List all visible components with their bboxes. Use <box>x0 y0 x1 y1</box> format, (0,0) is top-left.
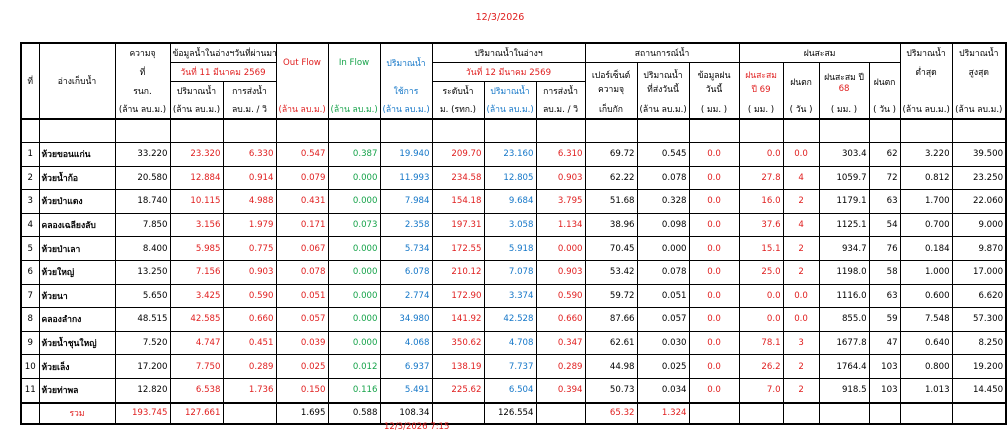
cell-capacity: 7.520 <box>115 331 170 355</box>
cell-no: 3 <box>21 190 39 214</box>
cell-current-volume: 9.684 <box>484 190 536 214</box>
header-current-volume: ปริมาณน้ำ <box>484 82 536 101</box>
cell-current-release: 0.347 <box>536 331 585 355</box>
table-row <box>21 331 1006 355</box>
header-outflow: Out Flow <box>276 43 328 82</box>
header-prev-release: การส่งน้ำ <box>223 82 276 101</box>
header-capacity-2: ที่ <box>115 63 170 82</box>
total-usable: 108.34 <box>380 403 432 424</box>
cell-max: 14.450 <box>952 378 1006 402</box>
cell-outflow: 0.039 <box>276 331 328 355</box>
table-row <box>21 213 1006 237</box>
cell-rain-today: 0.0 <box>689 355 739 379</box>
cell-prev-release: 0.903 <box>223 260 276 284</box>
header-rain-group: ฝนสะสม <box>739 43 900 63</box>
cell-raindays68: 103 <box>869 378 900 402</box>
total-inflow: 0.588 <box>328 403 380 424</box>
cell-rain68: 934.7 <box>819 237 869 261</box>
header-released: ปริมาณน้ำ ที่ส่งวันนี้ <box>637 63 689 101</box>
cell-prev-release: 4.988 <box>223 190 276 214</box>
table-row <box>21 378 1006 402</box>
cell-capacity: 8.400 <box>115 237 170 261</box>
cell-released: 0.051 <box>637 284 689 308</box>
cell-percent: 51.68 <box>585 190 637 214</box>
cell-prev-release: 1.979 <box>223 213 276 237</box>
cell-current-release: 6.310 <box>536 143 585 167</box>
cell-percent: 44.98 <box>585 355 637 379</box>
cell-rain-today: 0.0 <box>689 190 739 214</box>
cell-raindays68: 63 <box>869 190 900 214</box>
cell-released: 0.057 <box>637 308 689 332</box>
header-usable-2: ใช้การ <box>380 82 432 101</box>
cell-max: 22.060 <box>952 190 1006 214</box>
header-min-unit: (ล้าน ลบ.ม.) <box>900 100 952 119</box>
cell-level: 225.62 <box>432 378 484 402</box>
cell-percent: 38.96 <box>585 213 637 237</box>
cell-prev-release: 1.736 <box>223 378 276 402</box>
cell-current-volume: 4.708 <box>484 331 536 355</box>
cell-rain69: 0.0 <box>739 284 783 308</box>
cell-released: 0.030 <box>637 331 689 355</box>
cell-min: 1.000 <box>900 260 952 284</box>
header-rain69-unit: ( มม. ) <box>739 100 783 119</box>
cell-no: 1 <box>21 143 39 167</box>
cell-rain68: 918.5 <box>819 378 869 402</box>
cell-usable: 11.993 <box>380 166 432 190</box>
cell-percent: 70.45 <box>585 237 637 261</box>
cell-raindays69: 0.0 <box>783 143 819 167</box>
cell-current-release: 0.394 <box>536 378 585 402</box>
cell-max: 9.000 <box>952 213 1006 237</box>
cell-level: 209.70 <box>432 143 484 167</box>
header-status-group: สถานการณ์น้ำ <box>585 43 739 63</box>
header-current-volume-unit: (ล้าน ลบ.ม.) <box>484 100 536 119</box>
cell-rain-today: 0.0 <box>689 143 739 167</box>
cell-level: 141.92 <box>432 308 484 332</box>
cell-no: 10 <box>21 355 39 379</box>
cell-rain69: 0.0 <box>739 308 783 332</box>
cell-capacity: 17.200 <box>115 355 170 379</box>
cell-rain69: 26.2 <box>739 355 783 379</box>
cell-no: 5 <box>21 237 39 261</box>
cell-rain68: 1764.4 <box>819 355 869 379</box>
cell-current-volume: 3.058 <box>484 213 536 237</box>
header-rain68: ฝนสะสม ปี 68 <box>819 63 869 101</box>
cell-name: คลองลำกง <box>39 308 115 332</box>
cell-prev-volume: 10.115 <box>170 190 223 214</box>
header-prev-volume: ปริมาณน้ำ <box>170 82 223 101</box>
cell-max: 19.200 <box>952 355 1006 379</box>
cell-prev-volume: 7.156 <box>170 260 223 284</box>
cell-no: 8 <box>21 308 39 332</box>
cell-level: 197.31 <box>432 213 484 237</box>
cell-released: 0.328 <box>637 190 689 214</box>
cell-name: ห้วยท่าพล <box>39 378 115 402</box>
header-prev-date: วันที่ 11 มีนาคม 2569 <box>170 63 276 82</box>
cell-inflow: 0.000 <box>328 284 380 308</box>
cell-current-volume: 42.528 <box>484 308 536 332</box>
total-current-volume: 126.554 <box>484 403 536 424</box>
cell-level: 234.58 <box>432 166 484 190</box>
cell-usable: 4.068 <box>380 331 432 355</box>
header-current-date: วันที่ 12 มีนาคม 2569 <box>432 63 585 82</box>
report-timestamp: 12/3/2026 7:15 <box>384 422 450 432</box>
cell-released: 0.098 <box>637 213 689 237</box>
header-no: ที่ <box>21 43 39 119</box>
cell-usable: 6.078 <box>380 260 432 284</box>
cell-percent: 69.72 <box>585 143 637 167</box>
cell-raindays69: 4 <box>783 213 819 237</box>
cell-current-release: 3.795 <box>536 190 585 214</box>
cell-outflow: 0.150 <box>276 378 328 402</box>
cell-min: 0.600 <box>900 284 952 308</box>
cell-prev-release: 0.775 <box>223 237 276 261</box>
total-label: รวม <box>39 403 115 424</box>
cell-name: ห้วยนา <box>39 284 115 308</box>
cell-current-volume: 7.078 <box>484 260 536 284</box>
cell-outflow: 0.057 <box>276 308 328 332</box>
header-prev-release-unit: ลบ.ม. / วิ <box>223 100 276 119</box>
cell-percent: 53.42 <box>585 260 637 284</box>
cell-released: 0.034 <box>637 378 689 402</box>
cell-outflow: 0.051 <box>276 284 328 308</box>
report-date: 12/3/2026 <box>475 12 525 23</box>
cell-current-release: 0.289 <box>536 355 585 379</box>
cell-current-release: 0.000 <box>536 237 585 261</box>
cell-percent: 59.72 <box>585 284 637 308</box>
total-percent: 65.32 <box>585 403 637 424</box>
cell-rain68: 1116.0 <box>819 284 869 308</box>
cell-raindays69: 2 <box>783 378 819 402</box>
cell-prev-volume: 12.884 <box>170 166 223 190</box>
cell-rain-today: 0.0 <box>689 284 739 308</box>
cell-min: 0.184 <box>900 237 952 261</box>
cell-rain-today: 0.0 <box>689 308 739 332</box>
header-min: ปริมาณน้ำ <box>900 43 952 63</box>
cell-rain69: 7.0 <box>739 378 783 402</box>
cell-prev-release: 0.914 <box>223 166 276 190</box>
cell-max: 39.500 <box>952 143 1006 167</box>
cell-inflow: 0.000 <box>328 331 380 355</box>
cell-outflow: 0.025 <box>276 355 328 379</box>
cell-rain69: 16.0 <box>739 190 783 214</box>
table-row <box>21 143 1006 167</box>
cell-rain68: 855.0 <box>819 308 869 332</box>
header-percent: เปอร์เซ็นต์ ความจุ <box>585 63 637 101</box>
header-prev-group: ข้อมูลน้ำในอ่างฯวันที่ผ่านมา <box>170 43 276 63</box>
header-percent-3: เก็บกัก <box>585 100 637 119</box>
table-row <box>21 355 1006 379</box>
cell-min: 0.700 <box>900 213 952 237</box>
cell-rain69: 78.1 <box>739 331 783 355</box>
cell-prev-volume: 3.425 <box>170 284 223 308</box>
cell-percent: 87.66 <box>585 308 637 332</box>
cell-current-volume: 5.918 <box>484 237 536 261</box>
cell-name: ห้วยน้ำก้อ <box>39 166 115 190</box>
header-usable-unit: (ล้าน ลบ.ม.) <box>380 100 432 119</box>
cell-capacity: 33.220 <box>115 143 170 167</box>
cell-prev-release: 0.451 <box>223 331 276 355</box>
header-capacity-3: รนก. <box>115 82 170 101</box>
header-current-release-unit: ลบ.ม. / วิ <box>536 100 585 119</box>
header-current-level: ระดับน้ำ <box>432 82 484 101</box>
cell-raindays69: 3 <box>783 331 819 355</box>
cell-capacity: 48.515 <box>115 308 170 332</box>
cell-outflow: 0.078 <box>276 260 328 284</box>
header-current-release: การส่งน้ำ <box>536 82 585 101</box>
cell-raindays69: 2 <box>783 260 819 284</box>
cell-released: 0.078 <box>637 260 689 284</box>
cell-current-release: 0.903 <box>536 260 585 284</box>
cell-capacity: 5.650 <box>115 284 170 308</box>
header-capacity-unit: (ล้าน ลบ.ม.) <box>115 100 170 119</box>
cell-rain-today: 0.0 <box>689 378 739 402</box>
header-raindays69: ฝนตก <box>783 63 819 101</box>
header-max-2: สูงสุด <box>952 63 1006 82</box>
cell-raindays68: 63 <box>869 284 900 308</box>
header-max: ปริมาณน้ำ <box>952 43 1006 63</box>
cell-usable: 2.358 <box>380 213 432 237</box>
cell-rain69: 37.6 <box>739 213 783 237</box>
cell-raindays69: 0.0 <box>783 308 819 332</box>
cell-prev-volume: 7.750 <box>170 355 223 379</box>
cell-rain69: 25.0 <box>739 260 783 284</box>
cell-raindays69: 0.0 <box>783 284 819 308</box>
cell-current-release: 0.660 <box>536 308 585 332</box>
total-prev-volume: 127.661 <box>170 403 223 424</box>
cell-inflow: 0.073 <box>328 213 380 237</box>
table-row <box>21 260 1006 284</box>
cell-no: 6 <box>21 260 39 284</box>
cell-max: 57.300 <box>952 308 1006 332</box>
header-raindays69-unit: ( วัน ) <box>783 100 819 119</box>
header-raindays68-unit: ( วัน ) <box>869 100 900 119</box>
cell-level: 138.19 <box>432 355 484 379</box>
cell-rain-today: 0.0 <box>689 260 739 284</box>
cell-capacity: 7.850 <box>115 213 170 237</box>
cell-prev-volume: 3.156 <box>170 213 223 237</box>
cell-released: 0.545 <box>637 143 689 167</box>
table-row <box>21 284 1006 308</box>
cell-raindays68: 72 <box>869 166 900 190</box>
cell-raindays69: 2 <box>783 237 819 261</box>
cell-rain69: 15.1 <box>739 237 783 261</box>
total-released: 1.324 <box>637 403 689 424</box>
cell-no: 9 <box>21 331 39 355</box>
cell-current-volume: 23.160 <box>484 143 536 167</box>
cell-prev-volume: 23.320 <box>170 143 223 167</box>
cell-released: 0.025 <box>637 355 689 379</box>
cell-rain68: 1059.7 <box>819 166 869 190</box>
cell-inflow: 0.000 <box>328 166 380 190</box>
table-row <box>21 308 1006 332</box>
header-min-2: ต่ำสุด <box>900 63 952 82</box>
cell-name: ห้วยใหญ่ <box>39 260 115 284</box>
cell-capacity: 20.580 <box>115 166 170 190</box>
header-capacity: ความจุ <box>115 43 170 63</box>
cell-level: 172.55 <box>432 237 484 261</box>
cell-prev-volume: 42.585 <box>170 308 223 332</box>
header-released-unit: (ล้าน ลบ.ม.) <box>637 100 689 119</box>
cell-outflow: 0.079 <box>276 166 328 190</box>
cell-percent: 50.73 <box>585 378 637 402</box>
reservoir-table <box>20 42 1007 425</box>
header-inflow: In Flow <box>328 43 380 82</box>
cell-level: 172.90 <box>432 284 484 308</box>
cell-raindays69: 4 <box>783 166 819 190</box>
cell-inflow: 0.000 <box>328 237 380 261</box>
header-raindays68: ฝนตก <box>869 63 900 101</box>
cell-inflow: 0.000 <box>328 308 380 332</box>
cell-outflow: 0.431 <box>276 190 328 214</box>
cell-max: 17.000 <box>952 260 1006 284</box>
cell-outflow: 0.171 <box>276 213 328 237</box>
cell-no: 4 <box>21 213 39 237</box>
cell-raindays68: 103 <box>869 355 900 379</box>
cell-level: 210.12 <box>432 260 484 284</box>
header-max-unit: (ล้าน ลบ.ม.) <box>952 100 1006 119</box>
cell-rain69: 0.0 <box>739 143 783 167</box>
header-inflow-unit: (ล้าน ลบ.ม.) <box>328 100 380 119</box>
table-row <box>21 190 1006 214</box>
cell-raindays68: 54 <box>869 213 900 237</box>
cell-raindays69: 2 <box>783 355 819 379</box>
cell-min: 7.548 <box>900 308 952 332</box>
cell-rain68: 1125.1 <box>819 213 869 237</box>
cell-inflow: 0.000 <box>328 190 380 214</box>
cell-rain-today: 0.0 <box>689 237 739 261</box>
cell-raindays68: 58 <box>869 260 900 284</box>
header-usable: ปริมาณน้ำ <box>380 43 432 82</box>
total-row <box>21 403 1006 424</box>
cell-usable: 19.940 <box>380 143 432 167</box>
cell-level: 350.62 <box>432 331 484 355</box>
header-rain-today-unit: ( มม. ) <box>689 100 739 119</box>
cell-min: 1.013 <box>900 378 952 402</box>
cell-level: 154.18 <box>432 190 484 214</box>
cell-min: 3.220 <box>900 143 952 167</box>
cell-max: 6.620 <box>952 284 1006 308</box>
header-rain-today: ข้อมูลฝน วันนี้ <box>689 63 739 101</box>
header-outflow-unit: (ล้าน ลบ.ม.) <box>276 100 328 119</box>
cell-inflow: 0.000 <box>328 260 380 284</box>
cell-prev-release: 6.330 <box>223 143 276 167</box>
total-capacity: 193.745 <box>115 403 170 424</box>
cell-usable: 5.734 <box>380 237 432 261</box>
cell-inflow: 0.116 <box>328 378 380 402</box>
cell-prev-release: 0.660 <box>223 308 276 332</box>
cell-raindays68: 76 <box>869 237 900 261</box>
cell-outflow: 0.067 <box>276 237 328 261</box>
cell-name: ห้วยขอนแก่น <box>39 143 115 167</box>
cell-prev-volume: 6.538 <box>170 378 223 402</box>
cell-min: 1.700 <box>900 190 952 214</box>
cell-no: 11 <box>21 378 39 402</box>
cell-outflow: 0.547 <box>276 143 328 167</box>
cell-min: 0.812 <box>900 166 952 190</box>
cell-no: 7 <box>21 284 39 308</box>
total-outflow: 1.695 <box>276 403 328 424</box>
cell-usable: 6.937 <box>380 355 432 379</box>
cell-usable: 5.491 <box>380 378 432 402</box>
cell-capacity: 12.820 <box>115 378 170 402</box>
cell-current-release: 1.134 <box>536 213 585 237</box>
cell-raindays68: 59 <box>869 308 900 332</box>
cell-usable: 7.984 <box>380 190 432 214</box>
cell-percent: 62.22 <box>585 166 637 190</box>
header-rain68-unit: ( มม. ) <box>819 100 869 119</box>
cell-prev-volume: 5.985 <box>170 237 223 261</box>
cell-name: ห้วยน้ำชุนใหญ่ <box>39 331 115 355</box>
cell-min: 0.800 <box>900 355 952 379</box>
cell-max: 9.870 <box>952 237 1006 261</box>
cell-name: ห้วยเล็ง <box>39 355 115 379</box>
cell-usable: 34.980 <box>380 308 432 332</box>
cell-inflow: 0.012 <box>328 355 380 379</box>
cell-prev-volume: 4.747 <box>170 331 223 355</box>
cell-raindays68: 47 <box>869 331 900 355</box>
cell-current-volume: 3.374 <box>484 284 536 308</box>
header-prev-volume-unit: (ล้าน ลบ.ม.) <box>170 100 223 119</box>
cell-current-volume: 12.805 <box>484 166 536 190</box>
cell-inflow: 0.387 <box>328 143 380 167</box>
header-current-group: ปริมาณน้ำในอ่างฯ <box>432 43 585 63</box>
table-row <box>21 237 1006 261</box>
cell-no: 2 <box>21 166 39 190</box>
cell-rain-today: 0.0 <box>689 213 739 237</box>
cell-rain-today: 0.0 <box>689 331 739 355</box>
cell-rain68: 1677.8 <box>819 331 869 355</box>
cell-usable: 2.774 <box>380 284 432 308</box>
header-current-level-unit: ม. (รทก.) <box>432 100 484 119</box>
cell-rain68: 303.4 <box>819 143 869 167</box>
cell-rain-today: 0.0 <box>689 166 739 190</box>
cell-max: 23.250 <box>952 166 1006 190</box>
cell-capacity: 18.740 <box>115 190 170 214</box>
cell-name: คลองเฉลียงลับ <box>39 213 115 237</box>
cell-max: 8.250 <box>952 331 1006 355</box>
cell-prev-release: 0.590 <box>223 284 276 308</box>
header-rain69: ฝนสะสม ปี 69 <box>739 63 783 101</box>
cell-current-volume: 6.504 <box>484 378 536 402</box>
cell-current-release: 0.590 <box>536 284 585 308</box>
cell-released: 0.000 <box>637 237 689 261</box>
cell-capacity: 13.250 <box>115 260 170 284</box>
cell-current-volume: 7.737 <box>484 355 536 379</box>
cell-raindays68: 62 <box>869 143 900 167</box>
cell-name: ห้วยป่าเลา <box>39 237 115 261</box>
table-row <box>21 166 1006 190</box>
spacer-row <box>21 119 1006 143</box>
cell-current-release: 0.903 <box>536 166 585 190</box>
cell-min: 0.640 <box>900 331 952 355</box>
cell-raindays69: 2 <box>783 190 819 214</box>
cell-rain68: 1198.0 <box>819 260 869 284</box>
cell-name: ห้วยป่าแดง <box>39 190 115 214</box>
cell-released: 0.078 <box>637 166 689 190</box>
cell-rain68: 1179.1 <box>819 190 869 214</box>
cell-rain69: 27.8 <box>739 166 783 190</box>
cell-prev-release: 0.289 <box>223 355 276 379</box>
header-name: อ่างเก็บน้ำ <box>39 43 115 119</box>
cell-percent: 62.61 <box>585 331 637 355</box>
